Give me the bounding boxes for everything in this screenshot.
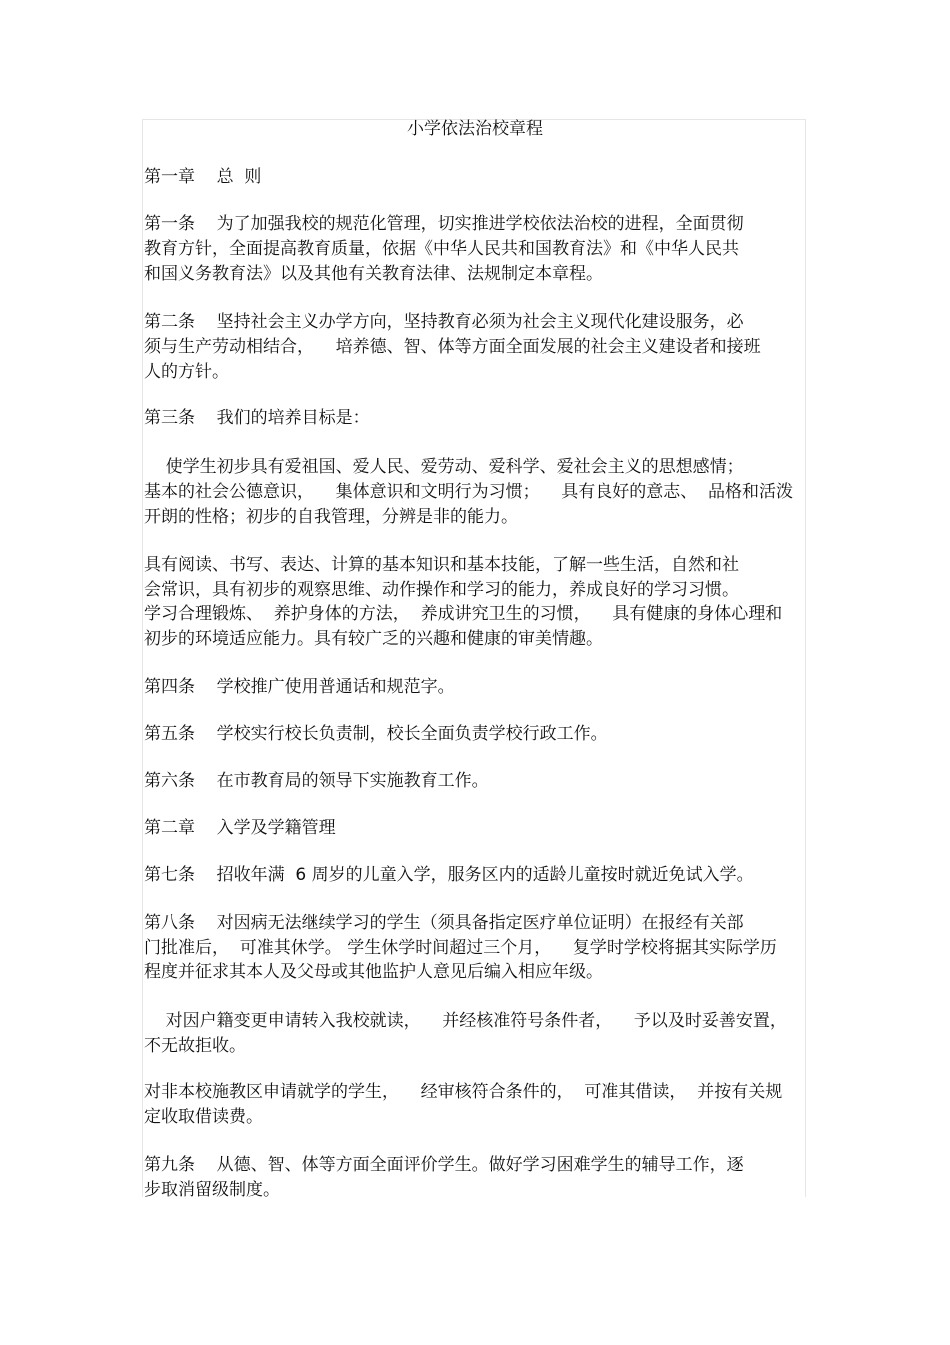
article-8-para-3-line-1: 对非本校施教区申请就学的学生， 经审核符合条件的， 可准其借读， 并按有关规: [144, 1082, 783, 1102]
article-7: 第七条 招收年满 6 周岁的儿童入学，服务区内的适龄儿童按时就近免试入学。: [144, 865, 754, 885]
article-8-line-3: 程度并征求其本人及父母或其他监护人意见后编入相应年级。: [144, 962, 603, 982]
chapter-2-heading: 第二章 入学及学籍管理: [144, 818, 336, 838]
article-2-line-2: 须与生产劳动相结合， 培养德、智、体等方面全面发展的社会主义建设者和接班: [144, 337, 761, 357]
article-4: 第四条 学校推广使用普通话和规范字。: [144, 677, 455, 697]
document-title: 小学依法治校章程: [407, 119, 543, 139]
article-3-para-2-line-4: 初步的环境适应能力。具有较广乏的兴趣和健康的审美情趣。: [144, 629, 603, 649]
article-8-para-2-line-1: 对因户籍变更申请转入我校就读， 并经核准符号条件者， 予以及时妥善安置，: [144, 1011, 787, 1031]
article-8-line-1: 第八条 对因病无法继续学习的学生（须具备指定医疗单位证明）在报经有关部: [144, 913, 744, 933]
article-9-line-2: 步取消留级制度。: [144, 1180, 280, 1200]
article-3-para-2-line-1: 具有阅读、书写、表达、计算的基本知识和基本技能，了解一些生活，自然和社: [144, 555, 739, 575]
article-8-para-3-line-2: 定收取借读费。: [144, 1107, 263, 1127]
article-1-line-2: 教育方针，全面提高教育质量，依据《中华人民共和国教育法》和《中华人民共: [144, 239, 739, 259]
article-3-para-1-line-1: 使学生初步具有爱祖国、爱人民、爱劳动、爱科学、爱社会主义的思想感情；: [144, 457, 744, 477]
article-3-para-1-line-3: 开朗的性格；初步的自我管理，分辨是非的能力。: [144, 507, 518, 527]
article-2-line-3: 人的方针。: [144, 362, 229, 382]
article-1-line-3: 和国义务教育法》以及其他有关教育法律、法规制定本章程。: [144, 264, 603, 284]
article-6: 第六条 在市教育局的领导下实施教育工作。: [144, 771, 489, 791]
article-3-para-2-line-3: 学习合理锻炼、 养护身体的方法， 养成讲究卫生的习惯， 具有健康的身体心理和: [144, 604, 783, 624]
chapter-1-heading: 第一章 总 则: [144, 167, 262, 187]
article-3-heading: 第三条 我们的培养目标是：: [144, 408, 370, 428]
article-2-line-1: 第二条 坚持社会主义办学方向，坚持教育必须为社会主义现代化建设服务，必: [144, 312, 744, 332]
article-8-para-2-line-2: 不无故拒收。: [144, 1036, 246, 1056]
article-8-line-2: 门批准后， 可准其休学。 学生休学时间超过三个月， 复学时学校将据其实际学历: [144, 938, 777, 958]
article-5: 第五条 学校实行校长负责制，校长全面负责学校行政工作。: [144, 724, 608, 744]
article-9-line-1: 第九条 从德、智、体等方面全面评价学生。做好学习困难学生的辅导工作，逐: [144, 1155, 744, 1175]
article-1-line-1: 第一条 为了加强我校的规范化管理，切实推进学校依法治校的进程，全面贯彻: [144, 214, 744, 234]
article-3-para-2-line-2: 会常识，具有初步的观察思维、动作操作和学习的能力，养成良好的学习习惯。: [144, 580, 739, 600]
article-3-para-1-line-2: 基本的社会公德意识， 集体意识和文明行为习惯； 具有良好的意志、 品格和活泼: [144, 482, 794, 502]
